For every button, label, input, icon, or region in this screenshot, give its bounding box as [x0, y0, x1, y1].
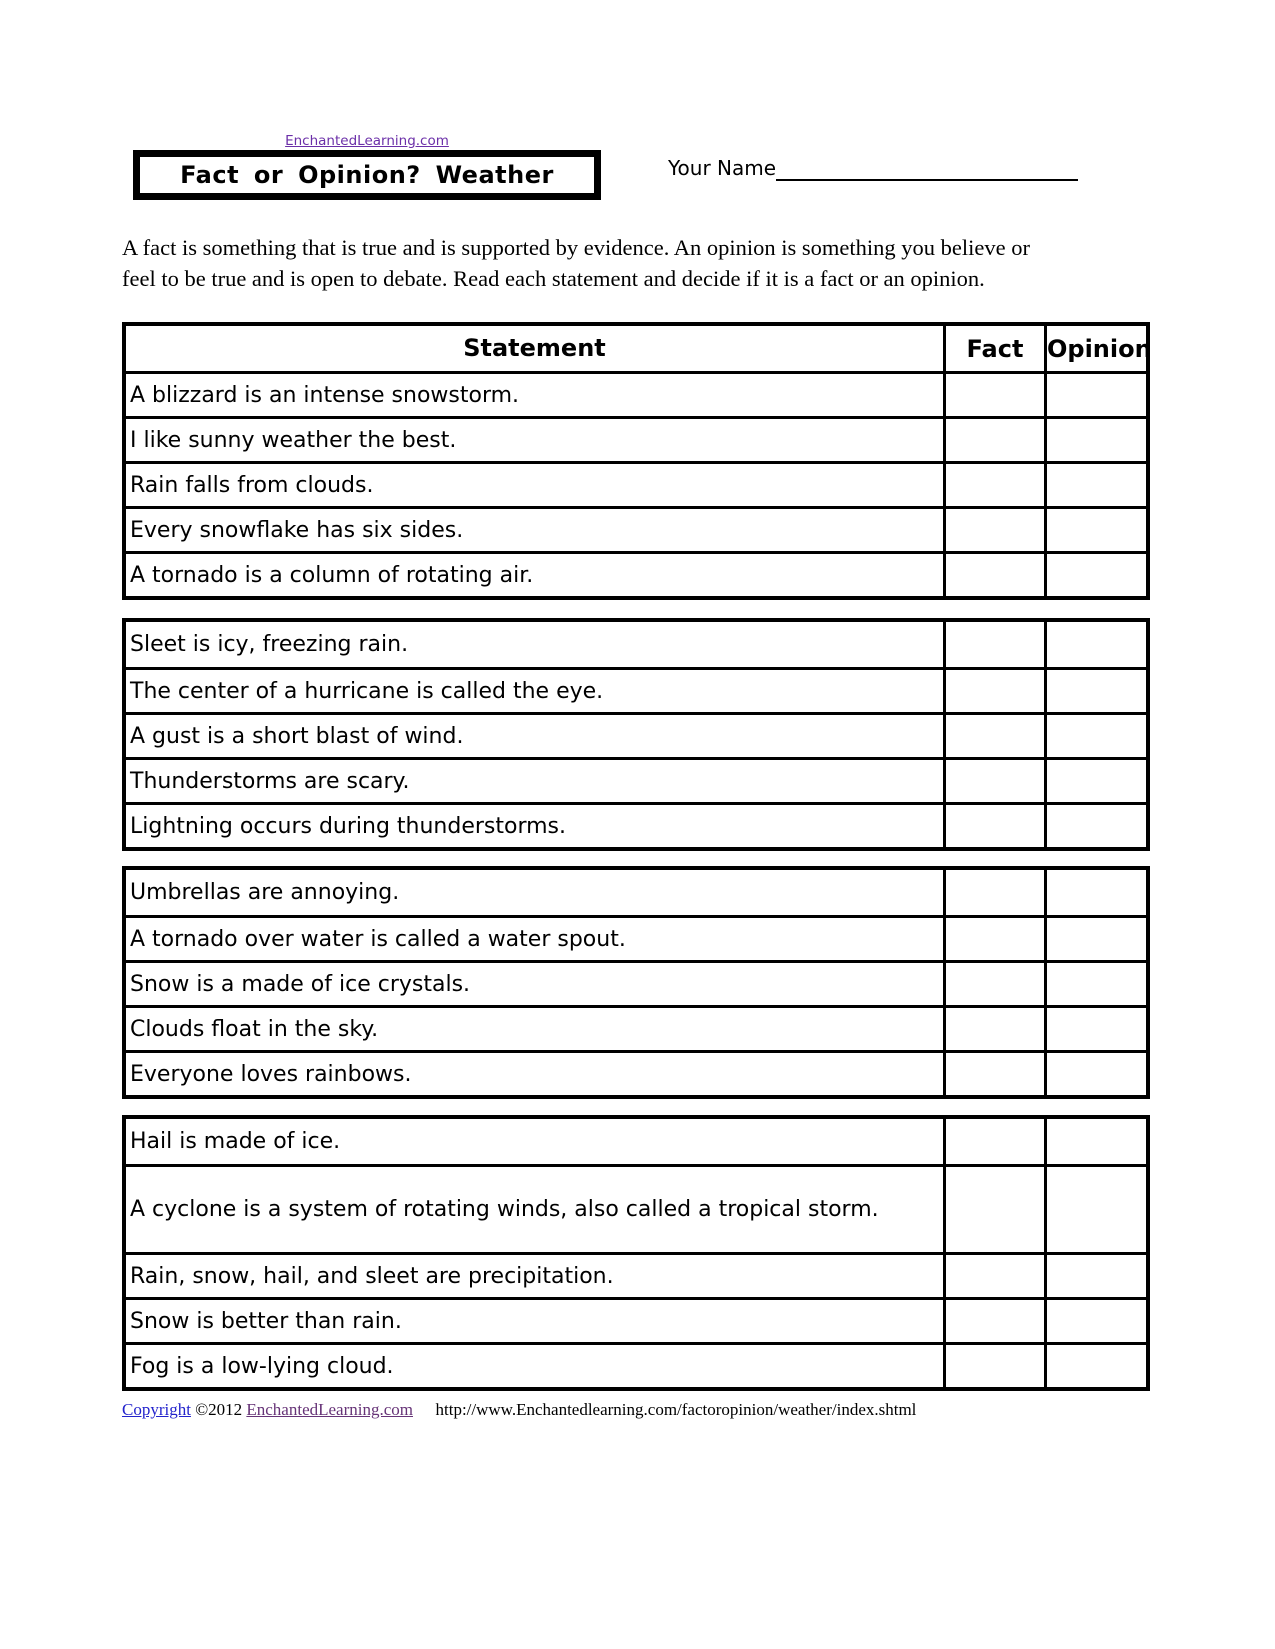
opinion-answer-cell[interactable]: [1044, 509, 1146, 551]
table-header-row: [126, 326, 1152, 371]
fact-answer-cell[interactable]: [943, 1053, 1044, 1095]
fact-answer-cell[interactable]: [943, 760, 1044, 802]
opinion-answer-cell[interactable]: [1044, 554, 1146, 596]
fact-answer-cell[interactable]: [943, 622, 1044, 667]
opinion-answer-cell[interactable]: [1044, 1119, 1146, 1164]
opinion-answer-cell[interactable]: [1044, 670, 1146, 712]
fact-answer-cell[interactable]: [943, 554, 1044, 596]
footer: [122, 1400, 916, 1420]
statement-text: Fog is a low-lying cloud.: [130, 1353, 394, 1379]
instructions-line-1: A fact is something that is true and is supported by evidence. An opinion is something you believe or: [122, 235, 1030, 260]
statement-text: Rain falls from clouds.: [130, 472, 374, 498]
enchantedlearning-header-link[interactable]: EnchantedLearning.com: [285, 133, 449, 149]
copyright-link[interactable]: Copyright: [122, 1400, 191, 1419]
opinion-column-header: Opinion: [1044, 326, 1152, 371]
statement-text: A gust is a short blast of wind.: [130, 723, 464, 749]
fact-answer-cell[interactable]: [943, 374, 1044, 416]
statements-table-1: [122, 322, 1150, 600]
statement-text: Sleet is icy, freezing rain.: [130, 632, 409, 657]
fact-answer-cell[interactable]: [943, 870, 1044, 915]
instructions-line-2: feel to be true and is open to debate. Read each statement and decide if it is a fact or an opinion.: [122, 266, 985, 291]
opinion-answer-cell[interactable]: [1044, 1300, 1146, 1342]
enchantedlearning-footer-link[interactable]: EnchantedLearning.com: [246, 1400, 413, 1419]
statement-text: Everyone loves rainbows.: [130, 1061, 412, 1087]
table-row: [126, 667, 1146, 712]
table-row: [126, 1164, 1146, 1252]
opinion-answer-cell[interactable]: [1044, 870, 1146, 915]
fact-answer-cell[interactable]: [943, 1008, 1044, 1050]
table-row: [126, 506, 1146, 551]
table-row: [126, 1297, 1146, 1342]
page-title: Fact or Opinion? Weather: [180, 161, 554, 189]
table-row: [126, 1342, 1146, 1387]
fact-answer-cell[interactable]: [943, 805, 1044, 847]
statements-table-4: [122, 1115, 1150, 1391]
table-row: [126, 1119, 1146, 1164]
table-row: [126, 551, 1146, 596]
your-name-label: Your Name: [668, 156, 777, 180]
table-row: [126, 960, 1146, 1005]
header-link-container: [133, 130, 601, 149]
opinion-answer-cell[interactable]: [1044, 1053, 1146, 1095]
opinion-answer-cell[interactable]: [1044, 1167, 1146, 1252]
copyright-year: ©2012: [195, 1400, 243, 1419]
opinion-answer-cell[interactable]: [1044, 622, 1146, 667]
fact-column-header: Fact: [943, 326, 1044, 371]
opinion-answer-cell[interactable]: [1044, 464, 1146, 506]
statement-text: Hail is made of ice.: [130, 1129, 341, 1154]
opinion-answer-cell[interactable]: [1044, 963, 1146, 1005]
fact-answer-cell[interactable]: [943, 963, 1044, 1005]
your-name-area: [668, 155, 1078, 181]
table-row: [126, 416, 1146, 461]
statement-text: Clouds float in the sky.: [130, 1016, 379, 1042]
opinion-answer-cell[interactable]: [1044, 374, 1146, 416]
table-row: [126, 915, 1146, 960]
table-row: [126, 757, 1146, 802]
statement-text: A tornado over water is called a water spout.: [130, 926, 626, 952]
opinion-answer-cell[interactable]: [1044, 715, 1146, 757]
statement-text: Snow is a made of ice crystals.: [130, 971, 471, 997]
opinion-answer-cell[interactable]: [1044, 1345, 1146, 1387]
table-row: [126, 712, 1146, 757]
instructions-paragraph: [122, 232, 1107, 294]
table-row: [126, 622, 1146, 667]
fact-answer-cell[interactable]: [943, 419, 1044, 461]
statements-table-3: [122, 866, 1150, 1099]
fact-answer-cell[interactable]: [943, 918, 1044, 960]
statement-text: Lightning occurs during thunderstorms.: [130, 813, 567, 839]
statement-text: Every snowflake has six sides.: [130, 517, 464, 543]
name-input-line[interactable]: [776, 157, 1078, 181]
fact-answer-cell[interactable]: [943, 1255, 1044, 1297]
worksheet-title-box: [133, 150, 601, 200]
opinion-answer-cell[interactable]: [1044, 805, 1146, 847]
statement-text: The center of a hurricane is called the eye.: [130, 678, 604, 704]
table-row: [126, 461, 1146, 506]
fact-answer-cell[interactable]: [943, 1300, 1044, 1342]
statement-column-header: Statement: [463, 334, 606, 362]
fact-answer-cell[interactable]: [943, 715, 1044, 757]
table-row: [126, 1252, 1146, 1297]
statement-text: I like sunny weather the best.: [130, 427, 457, 453]
fact-answer-cell[interactable]: [943, 670, 1044, 712]
table-row: [126, 1005, 1146, 1050]
table-row: [126, 1050, 1146, 1095]
fact-answer-cell[interactable]: [943, 464, 1044, 506]
opinion-answer-cell[interactable]: [1044, 918, 1146, 960]
opinion-answer-cell[interactable]: [1044, 419, 1146, 461]
statement-text: A cyclone is a system of rotating winds, also called a tropical storm.: [130, 1197, 879, 1222]
fact-answer-cell[interactable]: [943, 1345, 1044, 1387]
statements-table-2: [122, 618, 1150, 851]
table-row: [126, 802, 1146, 847]
opinion-answer-cell[interactable]: [1044, 760, 1146, 802]
statement-text: A tornado is a column of rotating air.: [130, 562, 534, 588]
fact-answer-cell[interactable]: [943, 509, 1044, 551]
statement-text: Thunderstorms are scary.: [130, 768, 410, 794]
statement-text: Rain, snow, hail, and sleet are precipitation.: [130, 1263, 614, 1289]
opinion-answer-cell[interactable]: [1044, 1008, 1146, 1050]
fact-answer-cell[interactable]: [943, 1167, 1044, 1252]
statement-text: Umbrellas are annoying.: [130, 880, 400, 905]
statement-text: Snow is better than rain.: [130, 1308, 402, 1334]
statement-text: A blizzard is an intense snowstorm.: [130, 382, 520, 408]
table-row: [126, 870, 1146, 915]
table-row: [126, 371, 1146, 416]
opinion-answer-cell[interactable]: [1044, 1255, 1146, 1297]
fact-answer-cell[interactable]: [943, 1119, 1044, 1164]
source-url: http://www.Enchantedlearning.com/factoropinion/weather/index.shtml: [435, 1400, 917, 1419]
